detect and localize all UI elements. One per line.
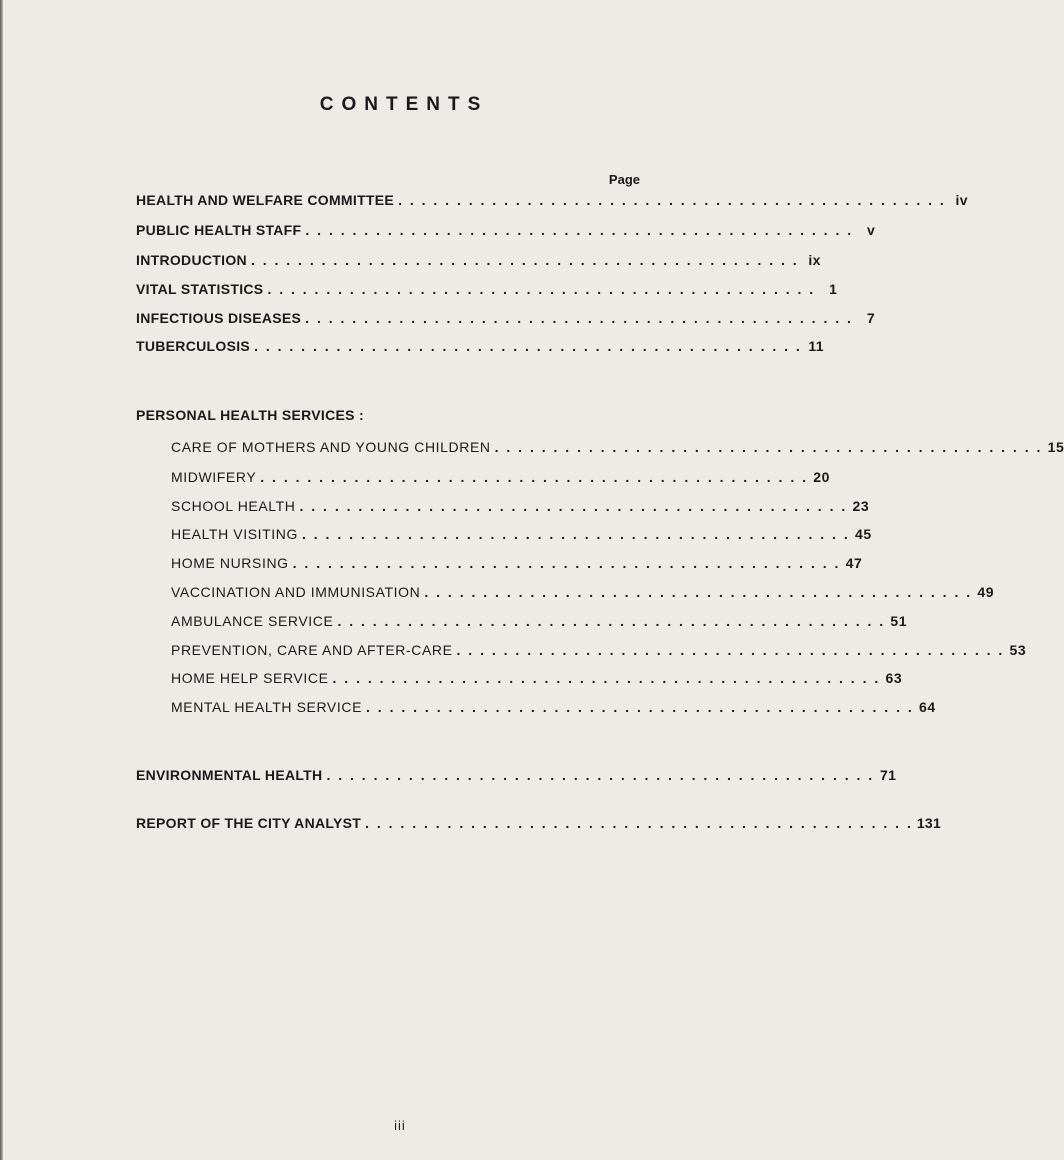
- dot-leader: . . . . . . . . . . . . . . . . . . . . . . . . . . . . . . . . . . . . . . . . . . . . . . .: [254, 338, 802, 354]
- toc-entry-page: 20: [813, 469, 831, 485]
- dot-leader: . . . . . . . . . . . . . . . . . . . . . . . . . . . . . . . . . . . . . . . . . . . . . . .: [326, 767, 875, 783]
- toc-subentry-mental-health-service: [171, 699, 936, 715]
- toc-entry-environmental-health: [136, 767, 897, 783]
- dot-leader: . . . . . . . . . . . . . . . . . . . . . . . . . . . . . . . . . . . . . . . . . . . . . . .: [398, 192, 946, 208]
- page-edge: [0, 0, 3, 1160]
- toc-subentry-home-help-service: [171, 670, 903, 686]
- toc-subentry-ambulance-service: [171, 613, 908, 629]
- toc-subentry-school-health: [171, 498, 870, 514]
- toc-entry-label: INTRODUCTION: [136, 252, 247, 268]
- toc-entry-page: ix: [808, 252, 821, 268]
- toc-entry-infectious-diseases: [136, 310, 875, 326]
- dot-leader: . . . . . . . . . . . . . . . . . . . . . . . . . . . . . . . . . . . . . . . . . . . . . . .: [305, 222, 854, 238]
- dot-leader: . . . . . . . . . . . . . . . . . . . . . . . . . . . . . . . . . . . . . . . . . . . . . . .: [365, 815, 913, 831]
- toc-entry-label: HOME NURSING: [171, 555, 289, 571]
- dot-leader: . . . . . . . . . . . . . . . . . . . . . . . . . . . . . . . . . . . . . . . . . . . . . . .: [301, 526, 850, 542]
- toc-entry-page: 71: [880, 767, 897, 783]
- toc-entry-page: 45: [854, 526, 872, 542]
- toc-entry-page: 15: [1047, 439, 1064, 455]
- toc-subentry-prevention-care: [171, 642, 1027, 658]
- toc-entry-label: INFECTIOUS DISEASES: [136, 310, 302, 326]
- toc-entry-page: 11: [808, 338, 824, 354]
- dot-leader: . . . . . . . . . . . . . . . . . . . . . . . . . . . . . . . . . . . . . . . . . . . . . . .: [424, 584, 973, 600]
- toc-subentry-home-nursing: [171, 555, 863, 571]
- toc-entry-page: 63: [885, 670, 903, 686]
- toc-entry-page: 64: [918, 699, 936, 715]
- dot-leader: . . . . . . . . . . . . . . . . . . . . . . . . . . . . . . . . . . . . . . . . . . . . . . .: [299, 498, 848, 514]
- toc-entry-label: MENTAL HEALTH SERVICE: [171, 699, 363, 715]
- toc-entry-page: v: [867, 222, 876, 238]
- toc-entry-label: PUBLIC HEALTH STAFF: [136, 222, 302, 238]
- toc-entry-page: 7: [866, 310, 875, 326]
- section-heading-personal-health-services: PERSONAL HEALTH SERVICES :: [136, 407, 364, 423]
- page-column-header: Page: [608, 172, 640, 187]
- toc-entry-page: 51: [890, 613, 908, 629]
- toc-entry-page: 23: [852, 498, 870, 514]
- dot-leader: . . . . . . . . . . . . . . . . . . . . . . . . . . . . . . . . . . . . . . . . . . . . . . .: [332, 670, 881, 686]
- toc-entry-page: 47: [845, 555, 863, 571]
- toc-entry-label: TUBERCULOSIS: [136, 338, 251, 354]
- toc-entry-tuberculosis: [136, 338, 824, 354]
- toc-entry-page: 53: [1009, 642, 1027, 658]
- toc-entry-label: PREVENTION, CARE AND AFTER-CARE: [171, 642, 453, 658]
- toc-subentry-care-of-mothers: [171, 439, 1064, 455]
- dot-leader: . . . . . . . . . . . . . . . . . . . . . . . . . . . . . . . . . . . . . . . . . . . . . . .: [494, 439, 1043, 455]
- footer-page-number: iii: [394, 1118, 406, 1133]
- toc-entry-label: SCHOOL HEALTH: [171, 498, 296, 514]
- toc-entry-report-city-analyst: [136, 815, 942, 831]
- toc-entry-label: ENVIRONMENTAL HEALTH: [136, 767, 323, 783]
- toc-entry-vital-statistics: [136, 281, 838, 297]
- dot-leader: . . . . . . . . . . . . . . . . . . . . . . . . . . . . . . . . . . . . . . . . . . . . . . .: [305, 310, 853, 326]
- toc-entry-label: VITAL STATISTICS: [136, 281, 264, 297]
- toc-entry-label: MIDWIFERY: [171, 469, 257, 485]
- dot-leader: . . . . . . . . . . . . . . . . . . . . . . . . . . . . . . . . . . . . . . . . . . . . . . .: [366, 699, 914, 715]
- dot-leader: . . . . . . . . . . . . . . . . . . . . . . . . . . . . . . . . . . . . . . . . . . . . . . .: [292, 555, 841, 571]
- toc-subentry-vaccination: [171, 584, 995, 600]
- dot-leader: . . . . . . . . . . . . . . . . . . . . . . . . . . . . . . . . . . . . . . . . . . . . . . .: [260, 469, 809, 485]
- dot-leader: . . . . . . . . . . . . . . . . . . . . . . . . . . . . . . . . . . . . . . . . . . . . . . .: [267, 281, 816, 297]
- page-title: CONTENTS: [319, 94, 489, 115]
- toc-entry-label: HOME HELP SERVICE: [171, 670, 329, 686]
- toc-entry-label: AMBULANCE SERVICE: [171, 613, 334, 629]
- toc-entry-introduction: [136, 252, 821, 268]
- toc-entry-label: REPORT OF THE CITY ANALYST: [136, 815, 362, 831]
- dot-leader: . . . . . . . . . . . . . . . . . . . . . . . . . . . . . . . . . . . . . . . . . . . . . . .: [456, 642, 1005, 658]
- toc-entry-page: iv: [955, 192, 968, 208]
- toc-entry-label: HEALTH AND WELFARE COMMITTEE: [136, 192, 395, 208]
- toc-subentry-health-visiting: [171, 526, 872, 542]
- dot-leader: . . . . . . . . . . . . . . . . . . . . . . . . . . . . . . . . . . . . . . . . . . . . . . .: [250, 252, 799, 268]
- toc-entry-label: VACCINATION AND IMMUNISATION: [171, 584, 421, 600]
- toc-subentry-midwifery: [171, 469, 831, 485]
- toc-entry-page: 131: [916, 815, 942, 831]
- dot-leader: . . . . . . . . . . . . . . . . . . . . . . . . . . . . . . . . . . . . . . . . . . . . . . .: [337, 613, 886, 629]
- toc-entry-page: 1: [829, 281, 838, 297]
- toc-entry-label: HEALTH VISITING: [171, 526, 298, 542]
- toc-entry-page: 49: [977, 584, 995, 600]
- toc-entry-label: CARE OF MOTHERS AND YOUNG CHILDREN: [171, 439, 491, 455]
- toc-entry-health-and-welfare-committee: [136, 192, 968, 208]
- toc-entry-public-health-staff: [136, 222, 876, 238]
